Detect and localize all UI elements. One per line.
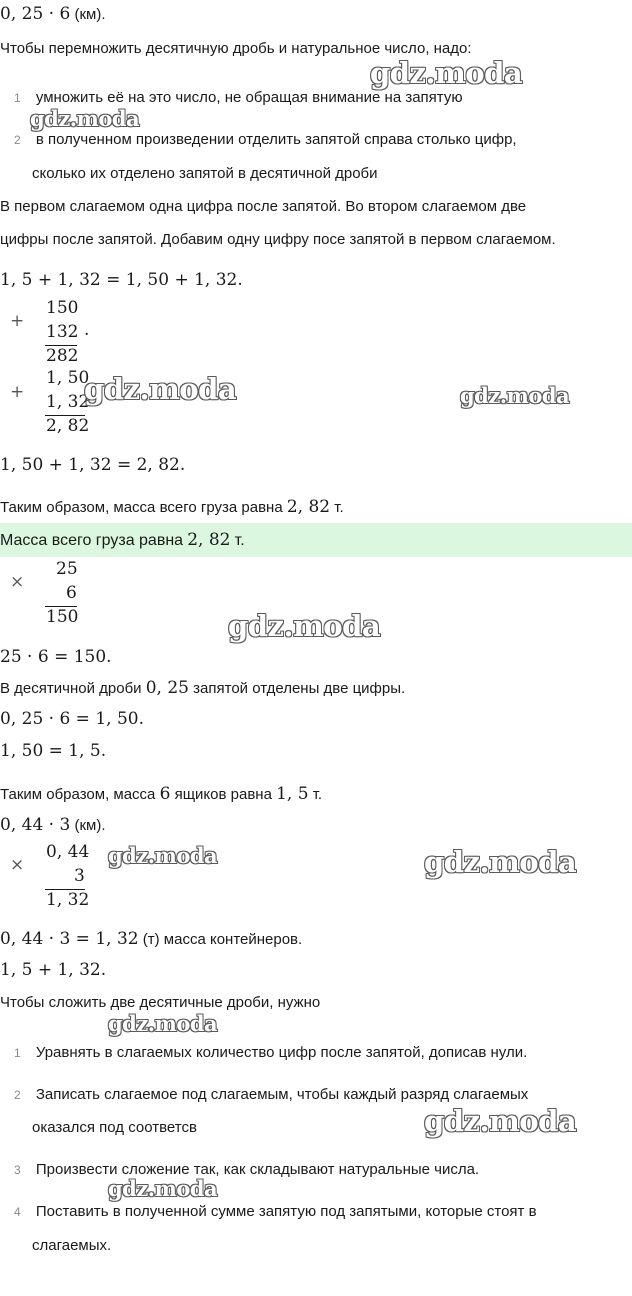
paragraph-value: 0, 25 — [145, 678, 189, 698]
expression-text: (т) масса контейнеров. — [142, 931, 303, 948]
paragraph — [0, 678, 405, 698]
paragraph-text: запятой отделены две цифры. — [193, 680, 406, 697]
list-text-continuation: сколько их отделено запятой в десятичной дроби — [32, 165, 378, 182]
list-text: Поставить в полученной сумме запятую под запятыми, которые стоят в — [35, 1203, 537, 1220]
watermark: gdz.moda — [30, 106, 140, 131]
answer-line — [0, 530, 245, 550]
equation: 0, 25 · 6 = 1, 50. — [0, 709, 144, 729]
watermark: gdz.moda — [424, 1104, 577, 1138]
column-operand: 1, 50 — [46, 368, 90, 388]
equation: 1, 5 + 1, 32 = 1, 50 + 1, 32. — [0, 270, 243, 290]
times-operator: × — [10, 572, 25, 592]
watermark: gdz.moda — [108, 1176, 218, 1201]
list-text-continuation: оказался под соответсв — [32, 1119, 197, 1136]
paragraph: Чтобы сложить две десятичные дроби, нужно — [0, 994, 321, 1011]
expression-line — [0, 4, 106, 24]
list-text: умножить её на это число, не обращая внимание на запятую — [35, 89, 463, 106]
list-number: 3 — [14, 1163, 21, 1177]
list-item — [14, 1161, 479, 1178]
column-result: 282 — [46, 346, 79, 366]
list-item — [14, 89, 463, 106]
conclusion-text: Таким образом, масса всего груза равна — [0, 499, 283, 516]
watermark: gdz.moda — [460, 383, 570, 408]
list-item — [14, 1044, 527, 1061]
list-text: Уравнять в слагаемых количество цифр после запятой, дописав нули. — [35, 1044, 528, 1061]
paragraph: В первом слагаемом одна цифра после запятой. Во втором слагаемом две — [0, 198, 527, 215]
list-text: Записать слагаемое под слагаемым, чтобы каждый разряд слагаемых — [35, 1086, 529, 1103]
conclusion-value: 2, 82 — [286, 497, 331, 517]
conclusion-unit: т. — [334, 499, 344, 516]
conclusion-value: 6 — [159, 784, 171, 804]
conclusion-line — [0, 784, 322, 804]
plus-operator: + — [10, 311, 25, 331]
list-number: 2 — [14, 133, 21, 147]
column-operand: 25 — [56, 559, 78, 579]
conclusion-text: Таким образом, масса — [0, 786, 156, 803]
equation: 1, 50 + 1, 32 = 2, 82. — [0, 455, 186, 475]
watermark: gdz.moda — [108, 1011, 218, 1036]
list-text-continuation: слагаемых. — [32, 1237, 112, 1254]
watermark: gdz.moda — [228, 609, 381, 643]
plus-operator: + — [10, 382, 25, 402]
equation: 25 · 6 = 150. — [0, 647, 112, 667]
watermark: gdz.moda — [424, 845, 577, 879]
unit-text: (км). — [74, 6, 106, 23]
watermark: gdz.moda — [108, 843, 218, 868]
watermark: gdz.moda — [84, 372, 237, 406]
math-expression: 0, 25 · 6 — [0, 4, 71, 24]
list-item — [14, 1203, 537, 1220]
math-expression: 0, 44 · 3 = 1, 32 — [0, 929, 139, 949]
column-operand: 6 — [66, 583, 77, 603]
answer-text: Масса всего груза равна — [0, 532, 184, 549]
expression-line — [0, 815, 106, 835]
conclusion-unit: т. — [312, 786, 323, 803]
list-item — [14, 131, 517, 148]
list-number: 1 — [14, 91, 21, 105]
list-item — [14, 1086, 528, 1103]
list-number: 2 — [14, 1088, 21, 1102]
paragraph: Чтобы перемножить десятичную дробь и натуральное число, надо: — [0, 40, 472, 57]
column-operand: 3 — [74, 866, 85, 886]
conclusion-text: ящиков равна — [174, 786, 272, 803]
equation: 1, 5 + 1, 32. — [0, 960, 107, 980]
conclusion-line — [0, 497, 344, 517]
column-operand: 0, 44 — [46, 842, 90, 862]
column-operand: 1, 32 — [46, 392, 90, 412]
math-expression: 0, 44 · 3 — [0, 815, 71, 835]
column-dot: . — [84, 320, 90, 340]
unit-text: (км). — [74, 817, 106, 834]
column-result: 1, 32 — [46, 890, 90, 910]
paragraph: цифры после запятой. Добавим одну цифру посе запятой в первом слагаемом. — [0, 231, 556, 248]
answer-value: 2, 82 — [187, 530, 231, 550]
expression-line — [0, 929, 302, 949]
watermark: gdz.moda — [370, 56, 523, 90]
column-result: 150 — [46, 607, 79, 627]
times-operator: × — [10, 855, 25, 875]
answer-unit: т. — [234, 532, 245, 549]
list-number: 4 — [14, 1205, 21, 1219]
list-text: Произвести сложение так, как складывают натуральные числа. — [35, 1161, 480, 1178]
column-operand: 132 — [46, 322, 79, 342]
list-text: в полученном произведении отделить запятой справа столько цифр, — [35, 131, 517, 148]
equation: 1, 50 = 1, 5. — [0, 741, 107, 761]
column-operand: 150 — [46, 298, 79, 318]
column-result: 2, 82 — [46, 416, 90, 436]
conclusion-value: 1, 5 — [276, 784, 309, 804]
list-number: 1 — [14, 1046, 21, 1060]
paragraph-text: В десятичной дроби — [0, 680, 142, 697]
